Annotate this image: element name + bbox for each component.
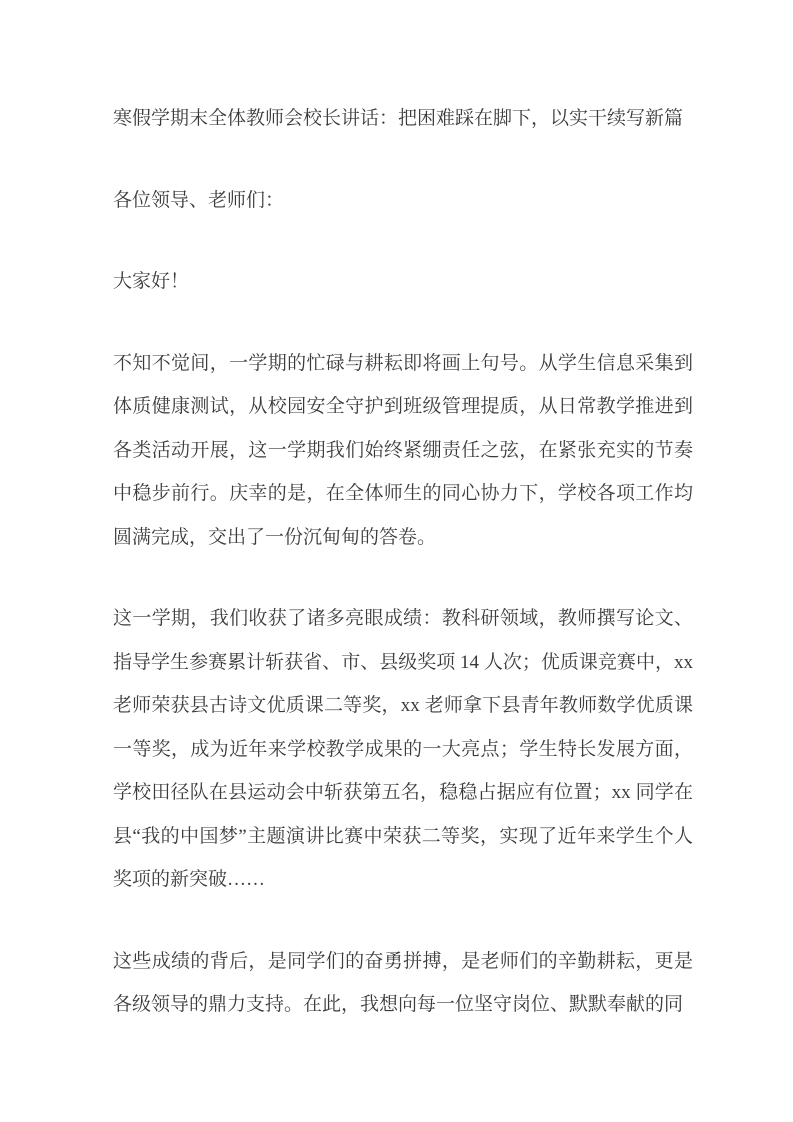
paragraph-semester-review: 不知不觉间，一学期的忙碌与耕耘即将画上句号。从学生信息采集到体质健康测试，从校园安全守护到班级管理提质，从日常教学推进到各类活动开展，这一学期我们始终紧绷责任之弦，在紧张充实的节奏中稳步前行。庆幸的是，在全体师生的同心协力下，学校各项工作均圆满完成，交出了一份沉甸甸的答卷。 xyxy=(113,352,693,548)
document-title: 寒假学期末全体教师会校长讲话：把困难踩在脚下，以实干续写新篇 xyxy=(113,108,684,129)
paragraph-achievements: 这一学期，我们收获了诸多亮眼成绩：教科研领域，教师撰写论文、指导学生参赛累计斩获省、市、县级奖项 14 人次；优质课竞赛中，xx 老师荣获县古诗文优质课二等奖，xx 老师拿下县青年教师数学优质课一等奖，成为近年来学校教学成果的一大亮点；学生特长发展方面，学校田径队在县运动会中斩获第五名，稳稳占据应有位置；xx 同学在县“我的中国梦”主题演讲比赛中荣获二等奖，实现了近年来学生个人奖项的新突破…… xyxy=(113,608,693,890)
document-content xyxy=(113,97,693,1027)
paragraph-salutation: 各位领导、老师们： xyxy=(113,189,285,211)
paragraph-greeting: 大家好！ xyxy=(113,271,190,292)
paragraph-gratitude-truncated: 这些成绩的背后，是同学们的奋勇拼搏，是老师们的辛勤耕耘，更是各级领导的鼎力支持。在此，我想向每一位坚守岗位、默默奉献的同 xyxy=(113,950,693,1015)
